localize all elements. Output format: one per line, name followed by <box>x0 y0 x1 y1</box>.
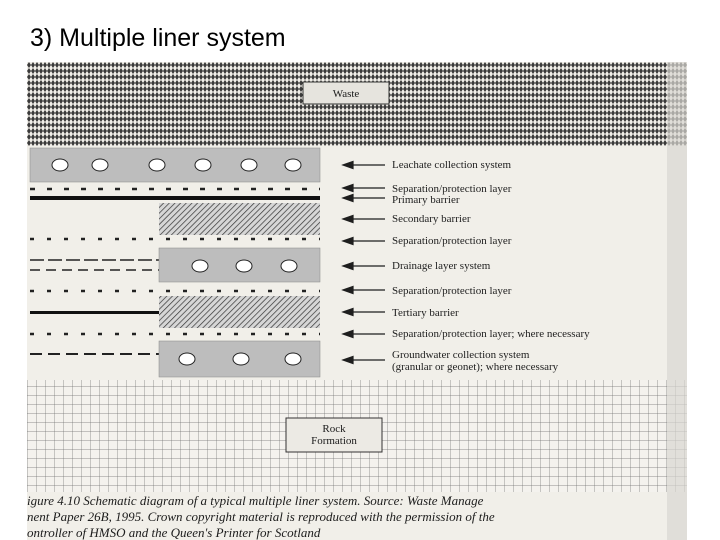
groundwater-collection-layer <box>30 341 320 377</box>
label-tertiary-barrier: Tertiary barrier <box>392 307 459 319</box>
waste-label: Waste <box>332 88 360 100</box>
label-groundwater-collection: Groundwater collection system <box>392 349 530 361</box>
drainage-layer <box>30 248 320 282</box>
secondary-barrier <box>159 203 320 235</box>
leachate-collection-layer <box>30 148 320 182</box>
tertiary-barrier <box>30 296 320 328</box>
label-separation-4: Separation/protection layer; where necessary <box>392 328 590 340</box>
slide-title: 3) Multiple liner system <box>30 24 286 52</box>
liner-diagram <box>27 62 687 540</box>
label-primary-barrier: Primary barrier <box>392 194 460 206</box>
figure-caption-line2: nent Paper 26B, 1995. Crown copyright material is reproduced with the permission of the <box>27 509 495 524</box>
figure-caption-line1: igure 4.10 Schematic diagram of a typical multiple liner system. Source: Waste Manage <box>27 493 484 508</box>
primary-barrier <box>30 196 320 200</box>
rock-label-line2: Formation <box>311 435 357 447</box>
scanned-figure <box>27 62 687 540</box>
label-leachate-collection: Leachate collection system <box>392 159 512 171</box>
label-secondary-barrier: Secondary barrier <box>392 213 471 225</box>
figure-caption-line3: ontroller of HMSO and the Queen's Printer for Scotland <box>27 525 321 540</box>
rock-label-line1: Rock <box>322 423 346 435</box>
label-separation-2: Separation/protection layer <box>392 235 512 247</box>
label-groundwater-note: (granular or geonet); where necessary <box>392 361 559 373</box>
label-drainage-layer: Drainage layer system <box>392 260 491 272</box>
pointer-arrows <box>343 162 385 364</box>
label-separation-3: Separation/protection layer <box>392 285 512 297</box>
label-separation-1: Separation/protection layer <box>392 183 512 195</box>
